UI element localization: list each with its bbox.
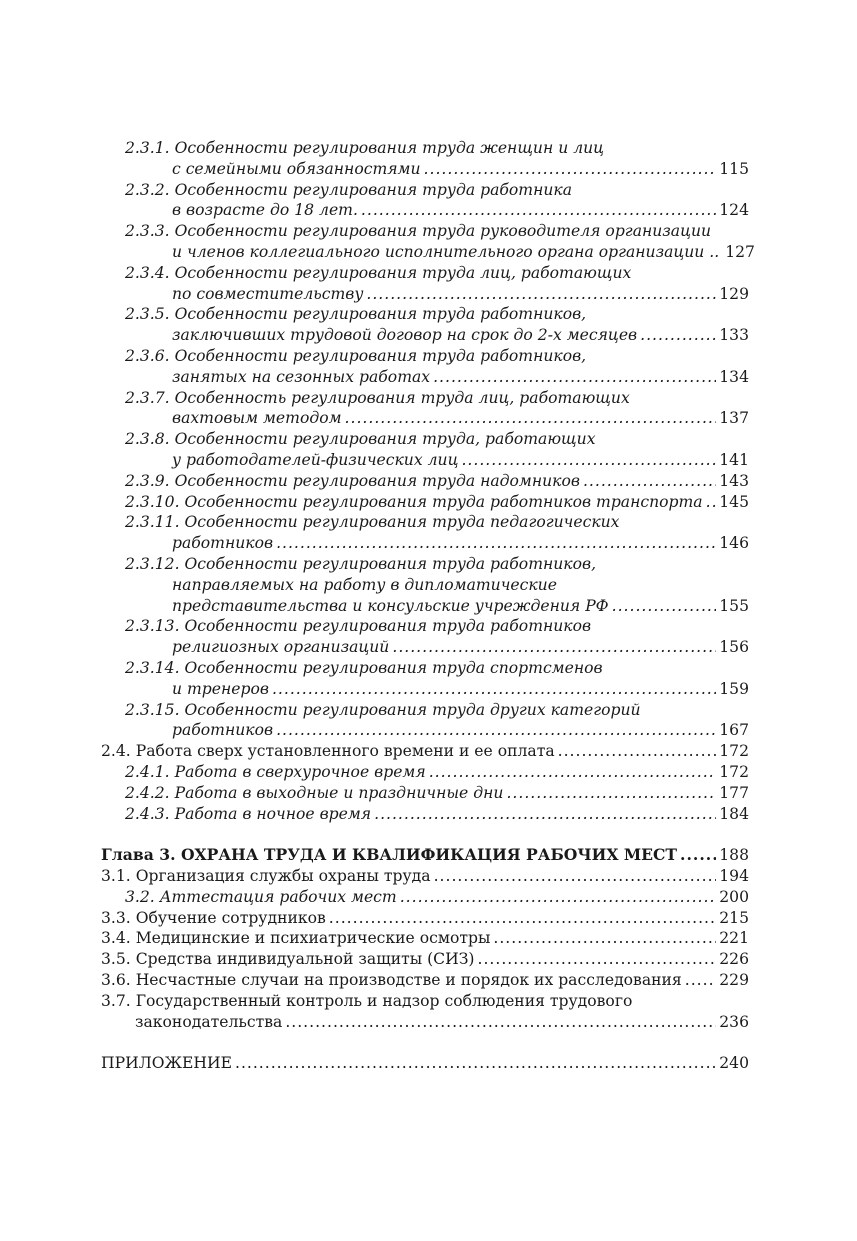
toc-entry[interactable] xyxy=(101,1053,749,1074)
page-number: 146 xyxy=(719,534,749,553)
dot-leader xyxy=(506,783,716,804)
page-number: 188 xyxy=(719,846,749,865)
toc-entry[interactable] xyxy=(101,658,749,700)
toc-entry[interactable] xyxy=(101,845,749,866)
dot-leader xyxy=(429,762,717,783)
toc-entry-line: 2.3.13. Особенности регулирования труда работников xyxy=(125,617,592,636)
page-number: 159 xyxy=(719,679,749,698)
dot-leader xyxy=(685,970,716,991)
dot-leader xyxy=(493,928,716,949)
toc-entry-last-line xyxy=(125,637,749,658)
toc-entry[interactable] xyxy=(101,762,749,783)
page-number: 240 xyxy=(719,1054,749,1073)
toc-entry-line: 2.3.7. Особенность регулирования труда лиц, работающих xyxy=(125,388,630,407)
toc-entry-last-line xyxy=(125,471,749,492)
toc-entry-last-line xyxy=(125,450,749,471)
page-number: 133 xyxy=(719,326,749,345)
toc-entry[interactable] xyxy=(101,804,749,825)
page-number: 236 xyxy=(719,1012,749,1031)
toc-entry-line: 3.7. Государственный контроль и надзор соблюдения трудового xyxy=(101,991,633,1010)
page-number: 226 xyxy=(719,950,749,969)
dot-leader xyxy=(612,596,717,617)
page-number: 172 xyxy=(719,742,749,761)
toc-entry[interactable] xyxy=(101,616,749,658)
toc-entry-title: с семейными обязанностями xyxy=(172,159,421,178)
toc-entry-line: 2.3.3. Особенности регулирования труда руководителя организации xyxy=(125,222,712,241)
toc-entry-last-line xyxy=(125,887,749,908)
dot-leader xyxy=(235,1053,716,1074)
toc-entry[interactable] xyxy=(101,970,749,991)
dot-leader xyxy=(276,720,716,741)
toc-entry-title: вахтовым методом xyxy=(172,409,342,428)
toc-entry-line: 2.3.15. Особенности регулирования труда других категорий xyxy=(125,700,641,719)
toc-entry-last-line xyxy=(101,741,749,762)
page-number: 124 xyxy=(719,201,749,220)
toc-entry[interactable] xyxy=(101,388,749,430)
toc-entry-last-line xyxy=(125,720,749,741)
toc-entry-title: 2.4.3. Работа в ночное время xyxy=(125,804,372,823)
toc-entry[interactable] xyxy=(101,221,755,263)
toc-entry-line: 2.3.1. Особенности регулирования труда женщин и лиц xyxy=(125,139,605,157)
toc-entry-title: 2.3.9. Особенности регулирования труда надомников xyxy=(125,471,580,490)
toc-entry-title: законодательства xyxy=(135,1012,283,1031)
toc-entry-last-line xyxy=(125,596,749,617)
page-number: 172 xyxy=(719,762,749,781)
page-number: 127 xyxy=(725,242,755,261)
toc-entry-last-line xyxy=(125,804,749,825)
toc-entry-last-line xyxy=(125,408,749,429)
toc-entry-title: 3.3. Обучение сотрудников xyxy=(101,908,326,927)
toc-entry-line: 2.3.4. Особенности регулирования труда лиц, работающих xyxy=(125,263,632,282)
toc-entry-line: 2.3.6. Особенности регулирования труда работников, xyxy=(125,346,587,365)
dot-leader xyxy=(366,284,716,305)
page-number: 167 xyxy=(719,721,749,740)
toc-entry[interactable] xyxy=(101,138,749,180)
toc-entry-last-line xyxy=(125,783,749,804)
dot-leader xyxy=(400,887,717,908)
toc-entry-last-line xyxy=(101,970,749,991)
toc-entry-last-line xyxy=(101,949,749,970)
page-number: 141 xyxy=(719,450,749,469)
toc-entry-last-line xyxy=(101,1053,749,1074)
toc-entry[interactable] xyxy=(101,180,749,222)
toc-entry-title: 3.1. Организация службы охраны труда xyxy=(101,867,431,886)
dot-leader xyxy=(392,637,716,658)
toc-entry-line: направляемых на работу в дипломатические xyxy=(172,575,557,594)
toc-entry-title: 3.5. Средства индивидуальной защиты (СИЗ) xyxy=(101,950,475,969)
toc-entry[interactable] xyxy=(101,949,749,970)
toc-entry-line: 2.3.14. Особенности регулирования труда спортсменов xyxy=(125,658,603,677)
toc-entry-title: 2.4.2. Работа в выходные и праздничные дни xyxy=(125,783,504,802)
page-number: 184 xyxy=(719,804,749,823)
toc-entry-title: и тренеров xyxy=(172,679,269,698)
toc-entry[interactable] xyxy=(101,263,749,305)
toc-entry-title: и членов коллегиального исполнительного органа организации .. xyxy=(172,242,720,261)
toc-entry-title: Глава 3. ОХРАНА ТРУДА И КВАЛИФИКАЦИЯ РАБОЧИХ МЕСТ xyxy=(101,845,678,865)
toc-entry-title: по совместительству xyxy=(172,284,364,303)
dot-leader xyxy=(374,804,716,825)
toc-entry-title: ПРИЛОЖЕНИЕ xyxy=(101,1054,232,1073)
toc-entry[interactable] xyxy=(101,346,749,388)
page-number: 200 xyxy=(719,887,749,906)
toc-entry[interactable] xyxy=(101,492,749,513)
toc-entry-title: занятых на сезонных работах xyxy=(172,367,431,386)
toc-entry[interactable] xyxy=(101,471,749,492)
toc-entry-last-line xyxy=(101,866,749,887)
dot-leader xyxy=(478,949,717,970)
toc-entry-last-line xyxy=(125,200,749,221)
dot-leader xyxy=(329,908,716,929)
dot-leader xyxy=(361,200,716,221)
toc-entry[interactable] xyxy=(101,783,749,804)
toc-entry[interactable] xyxy=(101,866,749,887)
dot-leader xyxy=(461,450,716,471)
toc-entry-title: работников xyxy=(172,721,274,740)
page-number: 156 xyxy=(719,638,749,657)
toc-entry[interactable] xyxy=(101,554,749,616)
dot-leader xyxy=(583,471,716,492)
dot-leader xyxy=(680,845,716,866)
toc-entry-title: 3.6. Несчастные случаи на производстве и порядок их расследования xyxy=(101,971,682,990)
page-number: 194 xyxy=(719,867,749,886)
table-of-contents xyxy=(101,138,755,1074)
toc-entry-title: в возрасте до 18 лет. xyxy=(172,201,358,220)
dot-leader xyxy=(640,325,716,346)
dot-leader xyxy=(272,679,716,700)
toc-entry[interactable] xyxy=(101,700,749,742)
toc-entry-last-line xyxy=(125,679,749,700)
toc-entry-last-line xyxy=(125,533,749,554)
toc-entry-last-line xyxy=(125,242,755,263)
toc-entry[interactable] xyxy=(101,887,749,908)
dot-leader xyxy=(434,866,717,887)
toc-entry-title: религиозных организаций xyxy=(172,638,390,657)
section-gap xyxy=(101,824,749,845)
page-number: 134 xyxy=(719,367,749,386)
toc-entry-title: 2.4.1. Работа в сверхурочное время xyxy=(125,762,426,781)
dot-leader xyxy=(433,367,716,388)
toc-entry-title: представительства и консульские учреждения РФ xyxy=(172,596,609,615)
toc-entry-last-line xyxy=(101,928,749,949)
toc-entry-last-line xyxy=(125,284,749,305)
page-number: 215 xyxy=(719,908,749,927)
toc-entry-title: 2.3.10. Особенности регулирования труда работников транспорта xyxy=(125,492,703,511)
page-number: 143 xyxy=(719,471,749,490)
dot-leader xyxy=(276,533,716,554)
toc-entry[interactable] xyxy=(101,429,749,471)
toc-entry-last-line xyxy=(101,908,749,929)
toc-entry[interactable] xyxy=(101,512,749,554)
dot-leader xyxy=(706,492,717,513)
page-number: 129 xyxy=(719,284,749,303)
toc-entry[interactable] xyxy=(101,908,749,929)
toc-entry-title: работников xyxy=(172,534,274,553)
toc-entry-line: 2.3.11. Особенности регулирования труда педагогических xyxy=(125,513,620,532)
page-number: 177 xyxy=(719,783,749,802)
toc-entry-last-line xyxy=(125,159,749,180)
page-number: 155 xyxy=(719,596,749,615)
page-number: 221 xyxy=(719,929,749,948)
toc-entry-line: 2.3.2. Особенности регулирования труда работника xyxy=(125,180,572,199)
toc-entry-last-line xyxy=(101,845,749,866)
toc-entry-title: заключивших трудовой договор на срок до 2-х месяцев xyxy=(172,326,638,345)
toc-entry-title: 2.4. Работа сверх установленного времени и ее оплата xyxy=(101,742,555,761)
toc-entry-last-line xyxy=(125,762,749,783)
dot-leader xyxy=(285,1012,716,1033)
toc-entry-line: 2.3.8. Особенности регулирования труда, работающих xyxy=(125,430,596,449)
toc-entry-line: 2.3.12. Особенности регулирования труда работников, xyxy=(125,554,597,573)
toc-entry[interactable] xyxy=(101,928,749,949)
toc-entry-title: 3.4. Медицинские и психиатрические осмотры xyxy=(101,929,491,948)
toc-entry-title: 3.2. Аттестация рабочих мест xyxy=(125,887,397,906)
section-gap xyxy=(101,1032,749,1053)
dot-leader xyxy=(345,408,717,429)
page-number: 115 xyxy=(719,159,749,178)
toc-entry[interactable] xyxy=(101,741,749,762)
page-number: 137 xyxy=(719,409,749,428)
dot-leader xyxy=(558,741,717,762)
toc-entry-last-line xyxy=(125,367,749,388)
toc-entry-last-line xyxy=(101,1012,749,1033)
page-number: 229 xyxy=(719,971,749,990)
toc-entry[interactable] xyxy=(101,991,749,1033)
toc-entry-line: 2.3.5. Особенности регулирования труда работников, xyxy=(125,305,587,324)
toc-entry[interactable] xyxy=(101,304,749,346)
toc-entry-last-line xyxy=(125,492,749,513)
toc-entry-title: у работодателей-физических лиц xyxy=(172,450,459,469)
page-number: 145 xyxy=(719,492,749,511)
toc-entry-last-line xyxy=(125,325,749,346)
dot-leader xyxy=(424,159,717,180)
